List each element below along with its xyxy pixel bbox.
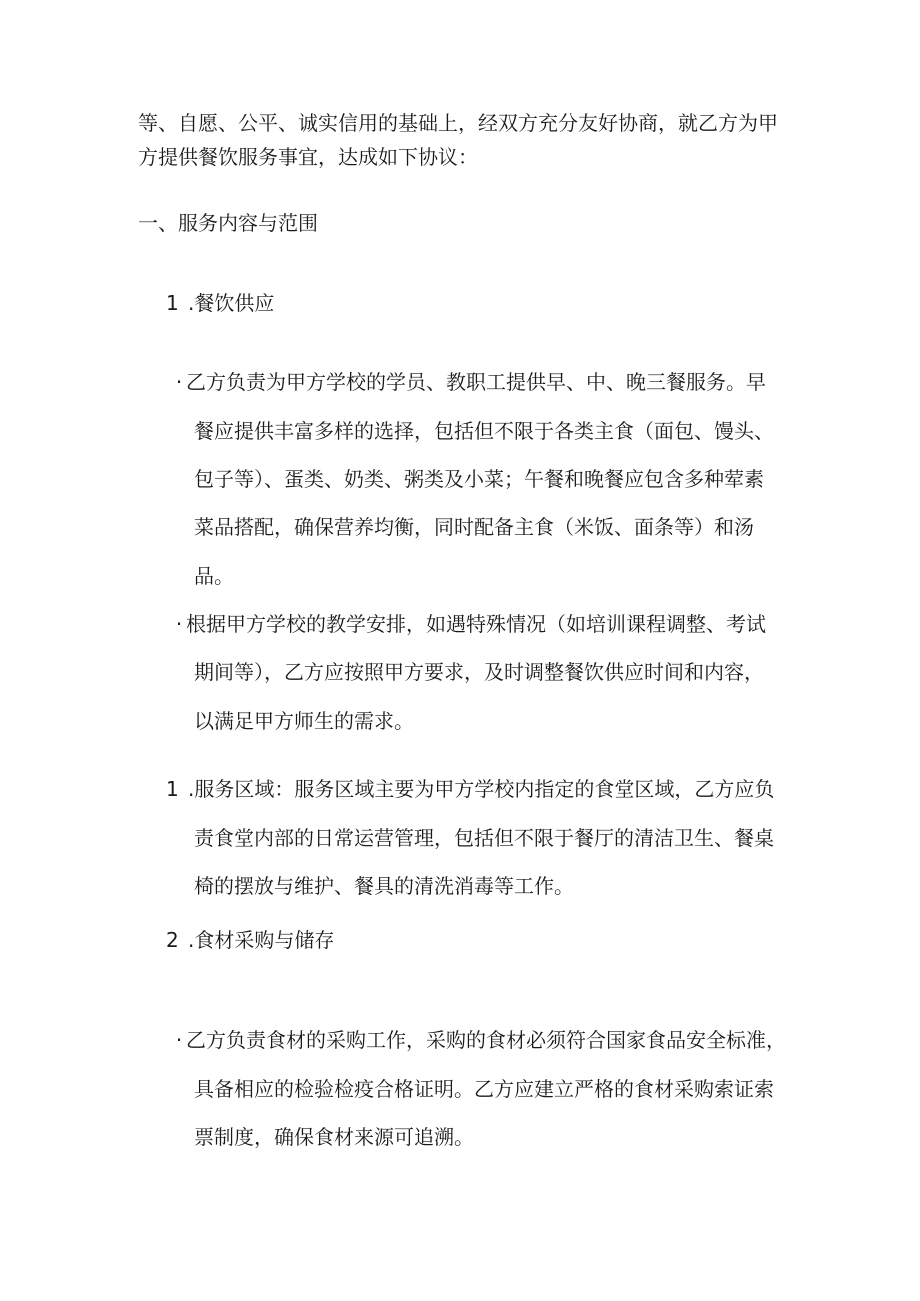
bullet-1-line-3: 包子等）、蛋类、奶类、粥类及小菜；午餐和晚餐应包含多种荤素 [194,467,764,491]
bullet-1-line-1 [172,368,766,396]
bullet-2-line-2: 期间等），乙方应按照甲方要求，及时调整餐饮供应时间和内容， [194,660,764,684]
bullet-3-text-1: 乙方负责食材的采购工作，采购的食材必须符合国家食品安全标准， [186,1028,786,1052]
intro-line-2: 方提供餐饮服务事宜，达成如下协议： [138,145,478,169]
item-3-number: 2 [166,928,179,952]
item-2-number: 1 [166,777,179,801]
item-2-line-3: 椅的摆放与维护、餐具的清洗消毒等工作。 [194,874,574,898]
bullet-1-line-4: 菜品搭配，确保营养均衡，同时配备主食（米饭、面条等）和汤 [194,515,754,539]
bullet-marker: · [175,612,183,636]
bullet-1-line-5: 品。 [194,564,234,588]
item-2-text-1: .服务区域：服务区域主要为甲方学校内指定的食堂区域，乙方应负 [188,777,775,801]
bullet-1-text-1: 乙方负责为甲方学校的学员、教职工提供早、中、晚三餐服务。早 [186,370,766,394]
bullet-2-line-3: 以满足甲方师生的需求。 [194,709,414,733]
item-3-title: .食材采购与储存 [188,928,335,952]
item-2-line-2: 责食堂内部的日常运营管理，包括但不限于餐厅的清洁卫生、餐桌 [194,826,774,850]
item-3-title-line [166,926,334,954]
item-1-title-line [166,289,274,317]
bullet-3-line-1 [172,1026,786,1054]
bullet-marker: · [175,370,183,394]
bullet-3-line-2: 具备相应的检验检疫合格证明。乙方应建立严格的食材采购索证索 [194,1077,774,1101]
item-1-number: 1 [166,291,179,315]
item-1-title: .餐饮供应 [188,291,275,315]
bullet-2-line-1 [172,610,766,638]
bullet-2-text-1: 根据甲方学校的教学安排，如遇特殊情况（如培训课程调整、考试 [186,612,766,636]
intro-line-1: 等、自愿、公平、诚实信用的基础上，经双方充分友好协商，就乙方为甲 [138,111,778,135]
bullet-1-line-2: 餐应提供丰富多样的选择，包括但不限于各类主食（面包、馒头、 [194,419,774,443]
bullet-marker: · [175,1028,183,1052]
bullet-3-line-3: 票制度，确保食材来源可追溯。 [194,1125,474,1149]
section-heading: 一、服务内容与范围 [138,211,318,235]
item-2-line-1 [166,775,774,803]
